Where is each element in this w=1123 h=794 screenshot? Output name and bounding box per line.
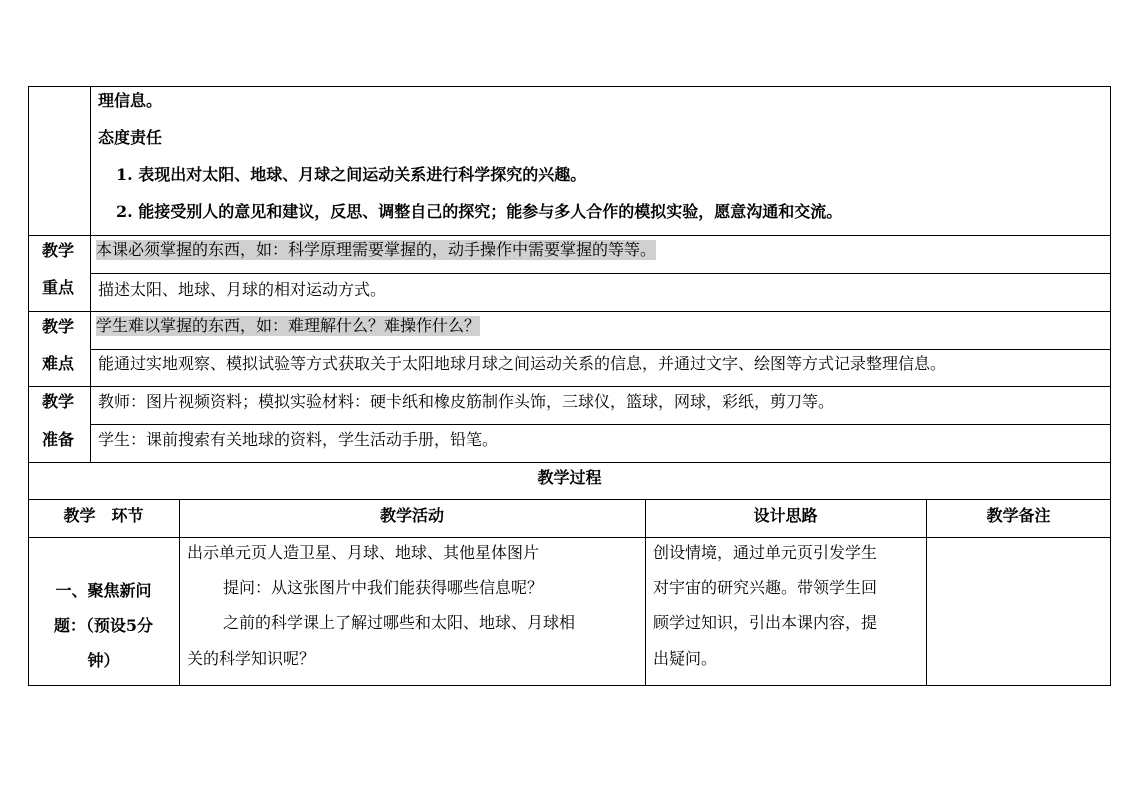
key-points-content: 描述太阳、地球、月球的相对运动方式。 xyxy=(98,280,387,299)
stage-column-divider xyxy=(179,499,180,686)
process-title: 教学过程 xyxy=(537,468,602,487)
table-bottom-border xyxy=(28,685,1111,686)
header-stage: 教学 环节 xyxy=(63,506,144,525)
activity-1-line-1: 出示单元页人造卫星、月球、地球、其他星体图片 xyxy=(187,543,540,562)
table-top-border xyxy=(28,86,1111,87)
design-1-line-2: 对宇宙的研究兴趣。带领学生回 xyxy=(653,578,878,597)
row-divider xyxy=(90,349,1111,350)
row-divider xyxy=(28,235,1111,236)
header-activity: 教学活动 xyxy=(379,506,444,525)
lesson-plan-table xyxy=(28,86,1111,687)
preparation-teacher: 教师：图片视频资料；模拟实验材料：硬卡纸和橡皮筋制作头饰，三球仪，篮球，网球，彩纸，剪刀等。 xyxy=(98,392,835,411)
label-column-divider xyxy=(90,86,91,462)
objective-item-1: 1. 表现出对太阳、地球、月球之间运动关系进行科学探究的兴趣。 xyxy=(116,165,587,184)
key-points-label-top: 教学 xyxy=(42,241,75,260)
difficulties-hint: 学生难以掌握的东西，如：难理解什么？难操作什么？ xyxy=(96,316,481,335)
attitude-heading: 态度责任 xyxy=(98,128,163,147)
design-1-line-1: 创设情境，通过单元页引发学生 xyxy=(653,543,878,562)
difficulties-label-top: 教学 xyxy=(42,317,75,336)
header-design: 设计思路 xyxy=(753,506,818,525)
preparation-label-bottom: 准备 xyxy=(42,430,75,449)
row-divider xyxy=(28,311,1111,312)
preparation-label-top: 教学 xyxy=(42,392,75,411)
design-1-line-3: 顾学过知识，引出本课内容，提 xyxy=(653,613,878,632)
table-right-border xyxy=(1110,86,1111,686)
header-notes: 教学备注 xyxy=(986,506,1051,525)
key-points-label-bottom: 重点 xyxy=(42,278,75,297)
row-divider xyxy=(28,499,1111,500)
design-column-divider xyxy=(926,499,927,686)
row-divider xyxy=(28,462,1111,463)
stage-1-line-2: 题：（预设5分 xyxy=(53,616,154,635)
row-divider xyxy=(90,273,1111,274)
difficulties-content: 能通过实地观察、模拟试验等方式获取关于太阳地球月球之间运动关系的信息，并通过文字、绘图等方式记录整理信息。 xyxy=(98,354,947,373)
row-divider xyxy=(28,537,1111,538)
design-1-line-4: 出疑问。 xyxy=(653,649,718,668)
row-divider xyxy=(90,424,1111,425)
objective-item-2: 2. 能接受别人的意见和建议，反思、调整自己的探究；能参与多人合作的模拟实验，愿意沟通和交流。 xyxy=(116,202,843,221)
activity-1-line-3: 之前的科学课上了解过哪些和太阳、地球、月球相 xyxy=(223,613,576,632)
preparation-student: 学生：课前搜索有关地球的资料，学生活动手册，铅笔。 xyxy=(98,430,499,449)
activity-1-line-2: 提问：从这张图片中我们能获得哪些信息呢？ xyxy=(223,578,544,597)
key-points-hint: 本课必须掌握的东西，如：科学原理需要掌握的，动手操作中需要掌握的等等。 xyxy=(96,240,657,259)
stage-1-line-1: 一、聚焦新问 xyxy=(55,581,152,600)
activity-column-divider xyxy=(645,499,646,686)
difficulties-label-bottom: 难点 xyxy=(42,354,75,373)
stage-1-line-3: 钟） xyxy=(87,651,120,670)
objectives-continuation: 理信息。 xyxy=(98,91,163,110)
activity-1-line-4: 关的科学知识呢？ xyxy=(187,649,316,668)
row-divider xyxy=(28,386,1111,387)
